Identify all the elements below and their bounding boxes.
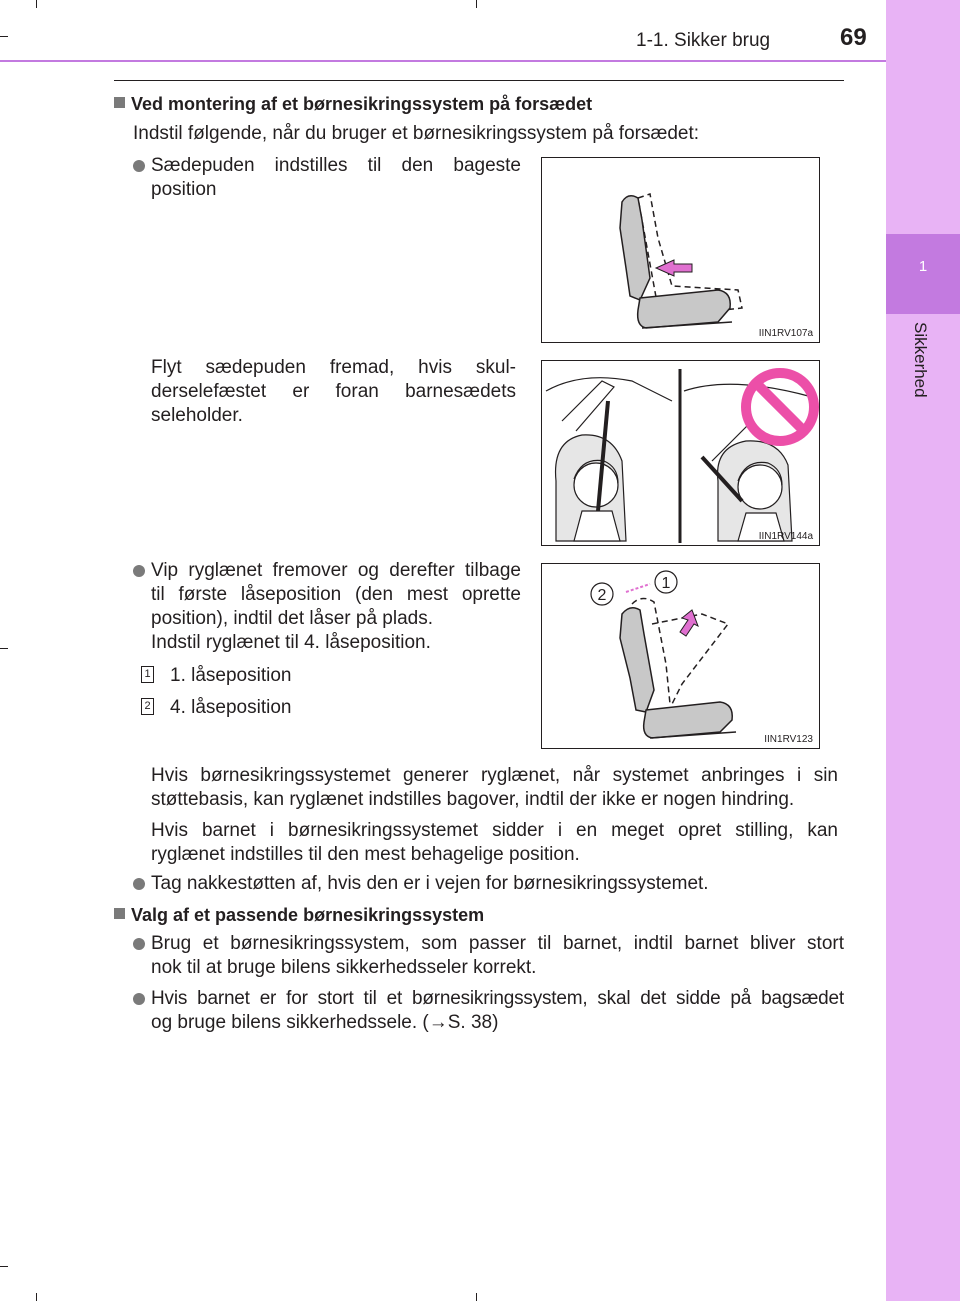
header-divider — [0, 60, 886, 62]
crop-mark — [36, 0, 37, 8]
chapter-number: 1 — [918, 258, 928, 275]
para2-line: Hvis barnet i børnesikringssystemet sidder i en meget opret stilling, kan — [151, 820, 838, 841]
figure-code: IIN1RV144a — [758, 531, 813, 542]
bullet-dot — [133, 565, 145, 577]
s2-bullet2-line: og bruge bilens sikkerhedssele. (→S. 38) — [151, 1012, 499, 1033]
figure-belt-anchor — [541, 360, 820, 546]
para1-line: støttebasis, kan ryglænet indstilles bagover, indtil der ikke er nogen hindring. — [151, 789, 795, 810]
bullet2-line: Vip ryglænet fremover og derefter tilbage — [151, 560, 521, 581]
bullet2-line: position), indtil det låser på plads. — [151, 608, 433, 629]
crop-mark — [476, 1293, 477, 1301]
bullet-dot — [133, 938, 145, 950]
figure-seat-rearmost — [541, 157, 820, 343]
bullet-dot — [133, 993, 145, 1005]
bullet2-line: Indstil ryglænet til 4. låseposition. — [151, 632, 431, 653]
figure-code: IIN1RV107a — [758, 328, 813, 339]
para1-line: Hvis børnesikringssystemet generer ryglænet, når systemet anbringes i sin — [151, 765, 838, 786]
bullet3-text: Tag nakkestøtten af, hvis den er i vejen for børnesikringssystemet. — [151, 873, 709, 894]
crop-mark — [36, 1293, 37, 1301]
fig3-label: 1 — [661, 575, 671, 592]
page-number: 69 — [840, 24, 867, 51]
crop-mark — [476, 0, 477, 8]
heading-marker — [114, 908, 125, 919]
legend-text: 1. låseposition — [170, 665, 292, 686]
legend-number: 2 — [141, 698, 154, 715]
bullet-dot — [133, 160, 145, 172]
figure-code: IIN1RV123 — [764, 734, 813, 745]
seatback-illustration — [542, 564, 819, 748]
note1-line: seleholder. — [151, 405, 243, 426]
para2-line: ryglænet indstilles til den mest behagelige position. — [151, 844, 580, 865]
figure-seatback-positions — [541, 563, 820, 749]
bullet-dot — [133, 878, 145, 890]
section1-intro: Indstil følgende, når du bruger et børnesikringssystem på forsædet: — [133, 123, 700, 144]
chapter-label: Sikkerhed — [911, 322, 930, 398]
seat-slide-illustration — [542, 158, 819, 342]
legend-text: 4. låseposition — [170, 697, 292, 718]
crop-mark — [0, 1266, 8, 1267]
crop-mark — [0, 36, 8, 37]
content-rule — [114, 80, 844, 81]
fig3-label: 2 — [597, 587, 607, 604]
legend-number: 1 — [141, 666, 154, 683]
section2-heading: Valg af et passende børnesikringssystem — [131, 905, 485, 925]
bullet1-line: position — [151, 179, 217, 200]
chapter-sidebar — [886, 0, 960, 1301]
note1-line: Flyt sædepuden fremad, hvis skul- — [151, 357, 516, 378]
bullet2-line: til første låseposition (den mest oprette — [151, 584, 521, 605]
belt-anchor-illustration — [542, 361, 819, 545]
note1-line: derselefæstet er foran barnesædets — [151, 381, 516, 402]
s2-bullet2-line: Hvis barnet er for stort til et børnesikringssystem, skal det sidde på bagsædet — [151, 988, 844, 1009]
heading-marker — [114, 97, 125, 108]
crop-mark — [0, 648, 8, 649]
section1-heading: Ved montering af et børnesikringssystem på forsædet — [131, 94, 593, 114]
bullet1-line: Sædepuden indstilles til den bageste — [151, 155, 521, 176]
s2-bullet1-line: nok til at bruge bilens sikkerhedsseler korrekt. — [151, 957, 537, 978]
section-title: 1-1. Sikker brug — [636, 30, 771, 51]
s2-bullet1-line: Brug et børnesikringssystem, som passer til barnet, indtil barnet bliver stort — [151, 933, 844, 954]
